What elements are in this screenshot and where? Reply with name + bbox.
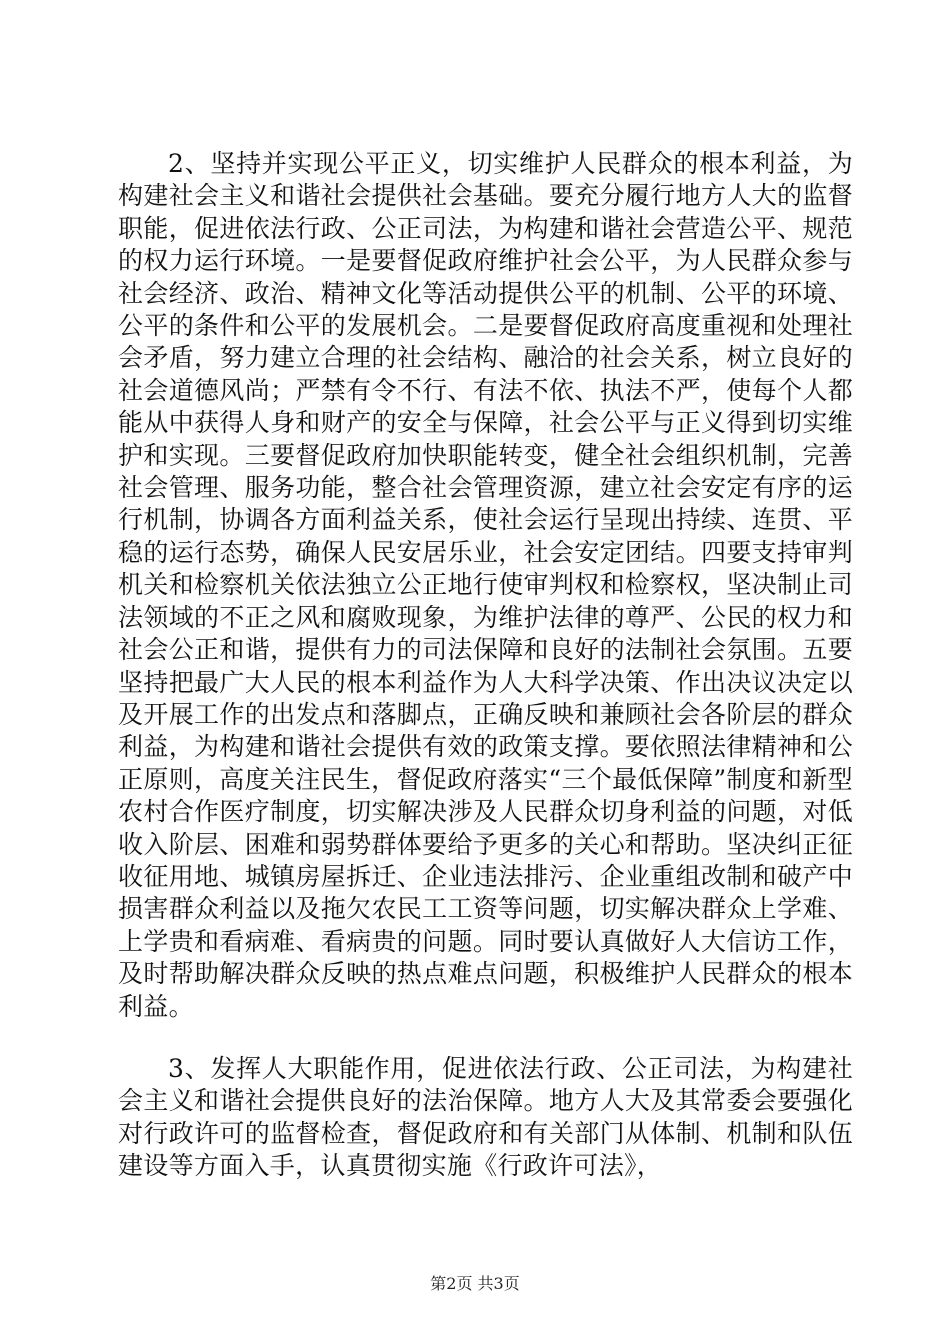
paragraph-2: 2、坚持并实现公平正义，切实维护人民群众的根本利益，为构建社会主义和谐社会提供社会基础。要充分履行地方人大的监督职能，促进依法行政、公正司法，为构建和谐社会营造公平、规范的权力运行环境。一是要督促政府维护社会公平，为人民群众参与社会经济、政治、精神文化等活动提供公平的机制、公平的环境、公平的条件和公平的发展机会。二是要督促政府高度重视和处理社会矛盾，努力建立合理的社会结构、融洽的社会关系，树立良好的社会道德风尚；严禁有令不行、有法不依、执法不严，使每个人都能从中获得人身和财产的安全与保障，社会公平与正义得到切实维护和实现。三要督促政府加快职能转变，健全社会组织机制，完善社会管理、服务功能，整合社会管理资源，建立社会安定有序的运行机制，协调各方面利益关系，使社会运行呈现出持续、连贯、平稳的运行态势，确保人民安居乐业，社会安定团结。四要支持审判机关和检察机关依法独立公正地行使审判权和检察权，坚决制止司法领域的不正之风和腐败现象，为维护法律的尊严、公民的权力和社会公正和谐，提供有力的司法保障和良好的法制社会氛围。五要坚持把最广大人民的根本利益作为人大科学决策、作出决议决定以及开展工作的出发点和落脚点，正确反映和兼顾社会各阶层的群众利益，为构建和谐社会提供有效的政策支撑。要依照法律精神和公正原则，高度关注民生，督促政府落实“三个最低保障”制度和新型农村合作医疗制度，切实解决涉及人民群众切身利益的问题，对低收入阶层、困难和弱势群体要给予更多的关心和帮助。坚决纠正征收征用地、城镇房屋拆迁、企业违法排污、企业重组改制和破产中损害群众利益以及拖欠农民工工资等问题，切实解决群众上学难、上学贵和看病难、看病贵的问题。同时要认真做好人大信访工作，及时帮助解决群众反映的热点难点问题，积极维护人民群众的根本利益。 xyxy=(118,149,853,1021)
document-body xyxy=(118,148,853,1183)
paragraph-3: 3、发挥人大职能作用，促进依法行政、公正司法，为构建社会主义和谐社会提供良好的法治保障。地方人大及其常委会要强化对行政许可的监督检查，督促政府和有关部门从体制、机制和队伍建设等方面入手，认真贯彻实施《行政许可法》， xyxy=(118,1053,853,1181)
page-footer: 第2页 共3页 xyxy=(430,1274,520,1293)
